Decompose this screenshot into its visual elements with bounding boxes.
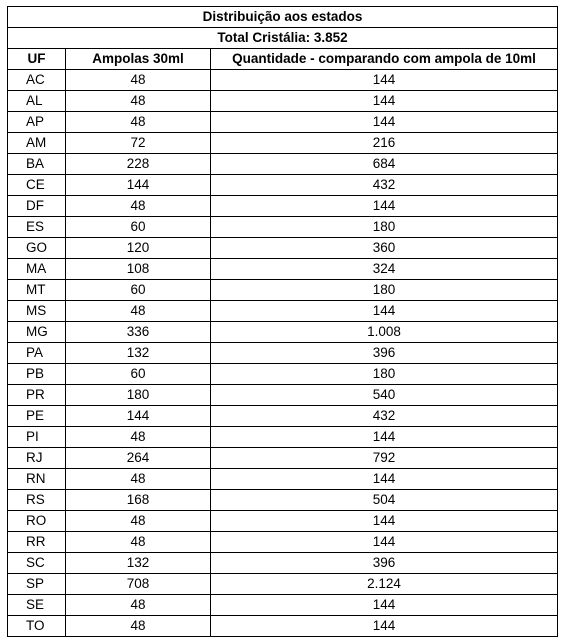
cell-uf: SE (8, 595, 66, 616)
cell-ampolas: 60 (66, 217, 211, 238)
cell-ampolas: 48 (66, 469, 211, 490)
table-row (8, 469, 558, 490)
cell-uf: GO (8, 238, 66, 259)
cell-uf: MT (8, 280, 66, 301)
cell-ampolas: 60 (66, 280, 211, 301)
cell-uf: AC (8, 70, 66, 91)
cell-uf: PB (8, 364, 66, 385)
cell-quantidade: 144 (211, 427, 558, 448)
cell-uf: SC (8, 553, 66, 574)
cell-ampolas: 48 (66, 91, 211, 112)
table-row (8, 238, 558, 259)
table-row (8, 511, 558, 532)
table-title-row (8, 7, 558, 28)
cell-ampolas: 48 (66, 532, 211, 553)
cell-ampolas: 48 (66, 196, 211, 217)
table-row (8, 574, 558, 595)
table-row (8, 385, 558, 406)
cell-quantidade: 1.008 (211, 322, 558, 343)
cell-uf: PI (8, 427, 66, 448)
cell-ampolas: 708 (66, 574, 211, 595)
cell-ampolas: 48 (66, 616, 211, 637)
table-row (8, 133, 558, 154)
header-uf: UF (8, 49, 66, 70)
cell-ampolas: 132 (66, 553, 211, 574)
table-row (8, 175, 558, 196)
table-total: Total Cristália: 3.852 (8, 28, 558, 49)
cell-quantidade: 216 (211, 133, 558, 154)
cell-quantidade: 144 (211, 511, 558, 532)
cell-ampolas: 132 (66, 343, 211, 364)
cell-quantidade: 684 (211, 154, 558, 175)
cell-quantidade: 180 (211, 280, 558, 301)
cell-ampolas: 60 (66, 364, 211, 385)
cell-uf: RN (8, 469, 66, 490)
table-header-row (8, 49, 558, 70)
cell-uf: AM (8, 133, 66, 154)
cell-quantidade: 144 (211, 532, 558, 553)
cell-quantidade: 324 (211, 259, 558, 280)
table-body (8, 70, 558, 637)
table-row (8, 301, 558, 322)
cell-ampolas: 72 (66, 133, 211, 154)
cell-uf: DF (8, 196, 66, 217)
table-row (8, 406, 558, 427)
cell-quantidade: 792 (211, 448, 558, 469)
cell-uf: AP (8, 112, 66, 133)
cell-quantidade: 144 (211, 595, 558, 616)
cell-uf: TO (8, 616, 66, 637)
cell-quantidade: 540 (211, 385, 558, 406)
cell-quantidade: 144 (211, 91, 558, 112)
cell-ampolas: 48 (66, 595, 211, 616)
table-row (8, 154, 558, 175)
cell-ampolas: 48 (66, 112, 211, 133)
cell-uf: PA (8, 343, 66, 364)
cell-uf: PE (8, 406, 66, 427)
cell-quantidade: 144 (211, 469, 558, 490)
cell-uf: MS (8, 301, 66, 322)
cell-quantidade: 2.124 (211, 574, 558, 595)
cell-quantidade: 180 (211, 217, 558, 238)
table-row (8, 217, 558, 238)
table-row (8, 616, 558, 637)
cell-uf: PR (8, 385, 66, 406)
header-quantidade: Quantidade - comparando com ampola de 10ml (211, 49, 558, 70)
distribution-table (7, 6, 558, 637)
cell-quantidade: 144 (211, 70, 558, 91)
cell-ampolas: 144 (66, 175, 211, 196)
cell-ampolas: 144 (66, 406, 211, 427)
cell-uf: MG (8, 322, 66, 343)
cell-uf: AL (8, 91, 66, 112)
cell-uf: MA (8, 259, 66, 280)
cell-ampolas: 168 (66, 490, 211, 511)
cell-ampolas: 108 (66, 259, 211, 280)
cell-uf: RJ (8, 448, 66, 469)
table-subtitle-row (8, 28, 558, 49)
table-row (8, 553, 558, 574)
table-row (8, 427, 558, 448)
header-ampolas: Ampolas 30ml (66, 49, 211, 70)
cell-ampolas: 264 (66, 448, 211, 469)
cell-ampolas: 336 (66, 322, 211, 343)
cell-quantidade: 504 (211, 490, 558, 511)
cell-ampolas: 180 (66, 385, 211, 406)
cell-ampolas: 228 (66, 154, 211, 175)
cell-uf: CE (8, 175, 66, 196)
cell-quantidade: 360 (211, 238, 558, 259)
cell-ampolas: 48 (66, 427, 211, 448)
cell-uf: RR (8, 532, 66, 553)
table-row (8, 322, 558, 343)
cell-quantidade: 396 (211, 343, 558, 364)
table-row (8, 490, 558, 511)
cell-uf: BA (8, 154, 66, 175)
table-row (8, 448, 558, 469)
cell-quantidade: 432 (211, 406, 558, 427)
cell-quantidade: 432 (211, 175, 558, 196)
cell-ampolas: 120 (66, 238, 211, 259)
table-row (8, 343, 558, 364)
cell-quantidade: 396 (211, 553, 558, 574)
cell-uf: SP (8, 574, 66, 595)
table-row (8, 364, 558, 385)
cell-quantidade: 144 (211, 616, 558, 637)
cell-quantidade: 180 (211, 364, 558, 385)
table-title: Distribuição aos estados (8, 7, 558, 28)
cell-quantidade: 144 (211, 301, 558, 322)
cell-uf: RO (8, 511, 66, 532)
table-row (8, 91, 558, 112)
distribution-sheet (7, 6, 557, 637)
table-row (8, 70, 558, 91)
cell-uf: RS (8, 490, 66, 511)
table-row (8, 280, 558, 301)
cell-quantidade: 144 (211, 112, 558, 133)
table-row (8, 595, 558, 616)
table-row (8, 259, 558, 280)
cell-ampolas: 48 (66, 511, 211, 532)
table-row (8, 532, 558, 553)
cell-ampolas: 48 (66, 301, 211, 322)
table-row (8, 112, 558, 133)
table-row (8, 196, 558, 217)
cell-quantidade: 144 (211, 196, 558, 217)
cell-uf: ES (8, 217, 66, 238)
cell-ampolas: 48 (66, 70, 211, 91)
